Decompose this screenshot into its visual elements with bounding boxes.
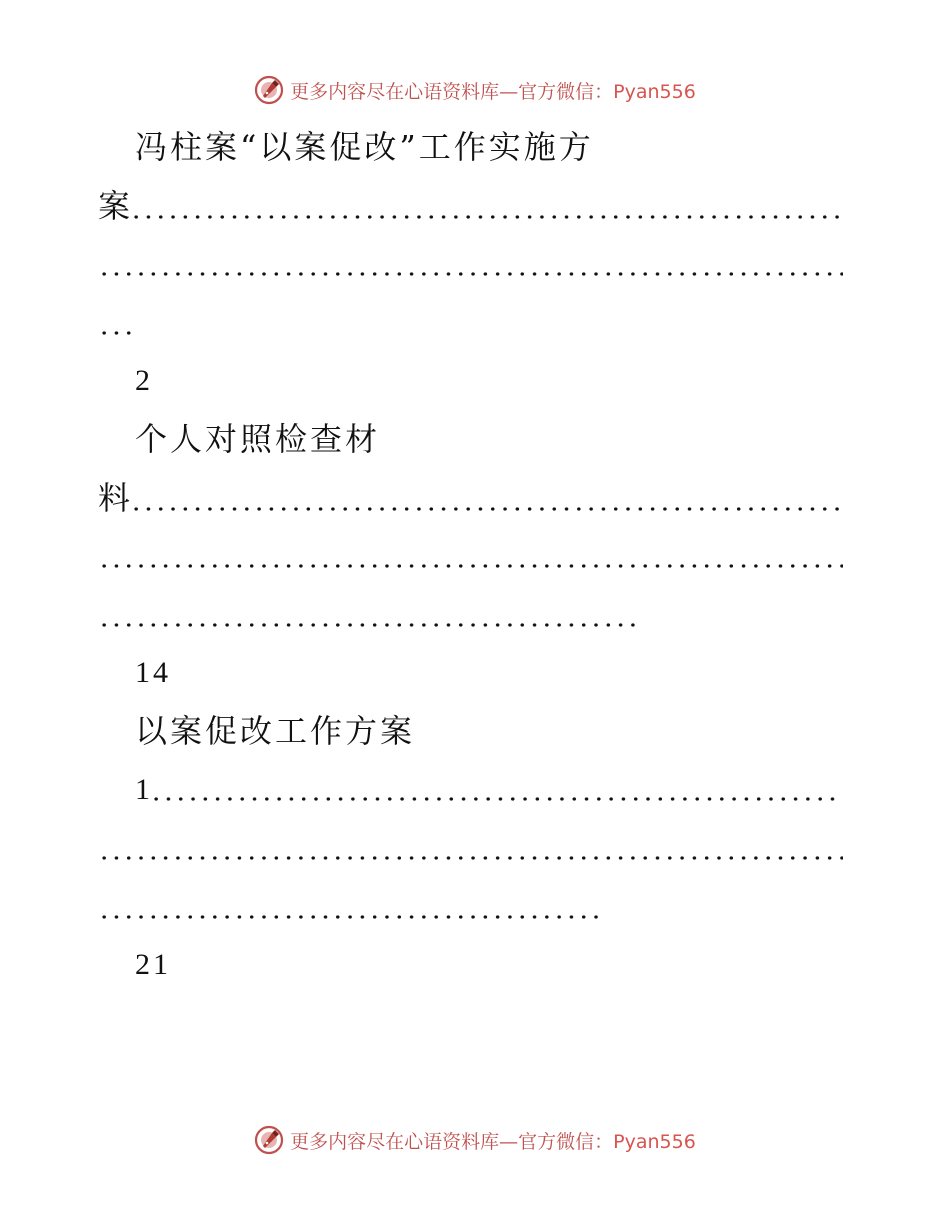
toc-leader-line xyxy=(98,245,848,285)
toc-leader-line xyxy=(98,829,848,869)
toc-page-number: 21 xyxy=(135,948,171,981)
pen-nib-icon xyxy=(254,75,284,105)
toc-page-number: 2 xyxy=(135,364,153,397)
header-banner xyxy=(0,70,950,110)
toc-leader-line: 1 xyxy=(135,770,848,810)
banner-text: 更多内容尽在心语资料库—官方微信：Pyan556 xyxy=(290,80,696,103)
footer-banner xyxy=(0,1120,950,1160)
toc-entry-title: 个人对照检查材 xyxy=(135,420,381,458)
toc-leader-line xyxy=(98,304,158,344)
toc-page-number: 14 xyxy=(135,656,171,689)
banner-text: 更多内容尽在心语资料库—官方微信：Pyan556 xyxy=(290,1130,696,1153)
toc-entry-title: 冯柱案“以案促改”工作实施方 xyxy=(135,128,594,166)
toc-entry-title: 以案促改工作方案 xyxy=(135,712,416,750)
toc-leader-line: 料 xyxy=(98,478,848,520)
pen-nib-icon xyxy=(254,1125,284,1155)
toc-leader-line xyxy=(98,596,658,636)
toc-leader-line: 案 xyxy=(98,186,848,228)
toc-leader-line xyxy=(98,888,618,928)
toc-leader-line xyxy=(98,537,848,577)
